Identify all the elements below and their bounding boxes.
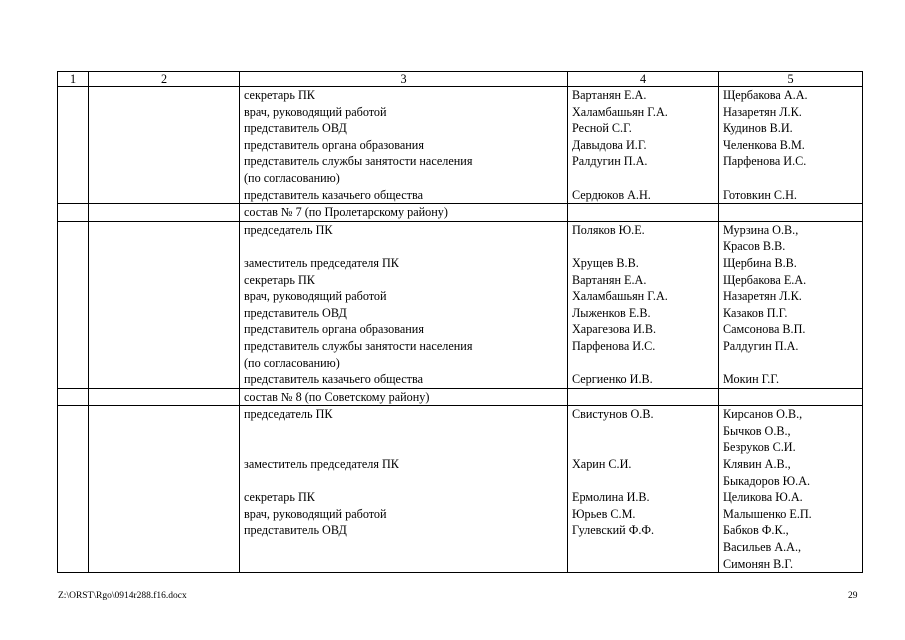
reserve-name: Клявин А.В., [723, 457, 791, 472]
column-header-3: 3 [240, 72, 568, 87]
reserve-name: Симонян В.Г. [723, 556, 794, 571]
member-name: Поляков Ю.Е. [572, 222, 645, 237]
member-name: Лыженков Е.В. [572, 305, 651, 320]
member-name [572, 355, 714, 372]
position-line: секретарь ПК [244, 272, 315, 287]
reserve-name: Готовкин С.Н. [723, 187, 797, 202]
reserve-name: Малышенко Е.П. [723, 506, 812, 521]
position-line: представитель органа образования [244, 322, 424, 337]
position-line: врач, руководящий работой [244, 289, 387, 304]
position-line [244, 556, 563, 573]
reserve-name: Кирсанов О.В., [723, 407, 803, 422]
position-line: председатель ПК [244, 222, 333, 237]
reserve-name: Целикова Ю.А. [723, 490, 803, 505]
empty-cell [719, 388, 863, 406]
member-name: Ресной С.Г. [572, 121, 632, 136]
position-line: представитель органа образования [244, 137, 424, 152]
reserve-name [723, 170, 858, 187]
table-row [58, 406, 863, 573]
member-name: Халамбашьян Г.А. [572, 104, 668, 119]
member-name [572, 170, 714, 187]
position-cell [240, 406, 568, 573]
position-cell [240, 87, 568, 204]
position-line: представитель ОВД [244, 305, 347, 320]
reserve-name: Бычков О.В., [723, 423, 791, 438]
position-line: врач, руководящий работой [244, 104, 387, 119]
position-line [244, 473, 563, 490]
reserve-name: Кудинов В.И. [723, 121, 793, 136]
member-name: Хрущев В.В. [572, 255, 639, 270]
position-line: секретарь ПК [244, 490, 315, 505]
page-number: 29 [848, 591, 858, 601]
empty-cell [89, 87, 240, 204]
table-row [58, 87, 863, 204]
member-name [572, 473, 714, 490]
position-line: секретарь ПК [244, 88, 315, 102]
member-name: Харин С.И. [572, 457, 632, 472]
reserve-name: Безруков С.И. [723, 440, 796, 455]
position-cell [240, 221, 568, 388]
member-name: Гулевский Ф.Ф. [572, 523, 655, 538]
member-name [572, 539, 714, 556]
column-header-5: 5 [719, 72, 863, 87]
position-line [244, 238, 563, 255]
empty-cell [568, 388, 719, 406]
position-line: заместитель председателя ПК [244, 255, 399, 270]
member-name: Сердюков А.Н. [572, 187, 651, 202]
document-table [57, 71, 863, 573]
reserve-name: Мурзина О.В., [723, 222, 799, 237]
member-name: Вартанян Е.А. [572, 88, 647, 102]
position-line: представитель казачьего общества [244, 372, 424, 387]
member-name: Сергиенко И.В. [572, 372, 653, 387]
member-name: Халамбашьян Г.А. [572, 289, 668, 304]
section-title: состав № 7 (по Пролетарскому району) [240, 204, 568, 222]
member-cell [568, 87, 719, 204]
member-cell [568, 221, 719, 388]
empty-cell [58, 406, 89, 573]
column-header-1: 1 [58, 72, 89, 87]
position-line: врач, руководящий работой [244, 506, 387, 521]
reserve-name: Назаретян Л.К. [723, 289, 802, 304]
member-name [572, 556, 714, 573]
footer-file-path: Z:\ORST\Rgo\0914r288.f16.docx [58, 591, 187, 601]
position-line: председатель ПК [244, 407, 333, 422]
reserve-cell [719, 221, 863, 388]
reserve-name: Щербакова Е.А. [723, 272, 807, 287]
reserve-name: Челенкова В.М. [723, 137, 805, 152]
reserve-name: Красов В.В. [723, 239, 786, 254]
member-name: Ермолина И.В. [572, 490, 650, 505]
reserve-name: Быкадоров Ю.А. [723, 473, 811, 488]
empty-cell [58, 388, 89, 406]
reserve-cell [719, 87, 863, 204]
member-name: Харагезова И.В. [572, 322, 657, 337]
member-name: Вартанян Е.А. [572, 272, 647, 287]
position-line: представитель службы занятости населения [244, 338, 473, 353]
reserve-name: Казаков П.Г. [723, 305, 788, 320]
member-cell [568, 406, 719, 573]
member-name: Юрьев С.М. [572, 506, 636, 521]
reserve-name: Назаретян Л.К. [723, 104, 802, 119]
empty-cell [89, 406, 240, 573]
section-row [58, 204, 863, 222]
position-line: заместитель председателя ПК [244, 457, 399, 472]
table-row [58, 221, 863, 388]
member-name [572, 423, 714, 440]
empty-cell [89, 221, 240, 388]
reserve-cell [719, 406, 863, 573]
column-header-4: 4 [568, 72, 719, 87]
empty-cell [719, 204, 863, 222]
reserve-name [723, 355, 858, 372]
empty-cell [58, 204, 89, 222]
section-row [58, 388, 863, 406]
member-name: Ралдугин П.А. [572, 154, 648, 169]
empty-cell [89, 204, 240, 222]
position-line: представитель службы занятости населения [244, 154, 473, 169]
reserve-name: Мокин Г.Г. [723, 372, 780, 387]
table-body [58, 72, 863, 573]
position-line [244, 439, 563, 456]
member-name: Давыдова И.Г. [572, 137, 647, 152]
reserve-name: Щербакова А.А. [723, 88, 808, 102]
position-line: представитель казачьего общества [244, 187, 424, 202]
empty-cell [568, 204, 719, 222]
position-line: представитель ОВД [244, 523, 347, 538]
member-name: Свистунов О.В. [572, 407, 654, 422]
reserve-name: Щербина В.В. [723, 255, 797, 270]
reserve-name: Парфенова И.С. [723, 154, 807, 169]
position-line [244, 423, 563, 440]
reserve-name: Самсонова В.П. [723, 322, 806, 337]
section-title: состав № 8 (по Советскому району) [240, 388, 568, 406]
empty-cell [58, 87, 89, 204]
position-line: представитель ОВД [244, 121, 347, 136]
reserve-name: Васильев А.А., [723, 540, 802, 555]
member-name [572, 439, 714, 456]
column-header-2: 2 [89, 72, 240, 87]
position-line: (по согласованию) [244, 170, 340, 185]
member-name [572, 238, 714, 255]
table-header-row [58, 72, 863, 87]
member-name: Парфенова И.С. [572, 338, 656, 353]
empty-cell [58, 221, 89, 388]
reserve-name: Бабков Ф.К., [723, 523, 789, 538]
reserve-name: Ралдугин П.А. [723, 338, 799, 353]
position-line: (по согласованию) [244, 355, 340, 370]
empty-cell [89, 388, 240, 406]
position-line [244, 539, 563, 556]
